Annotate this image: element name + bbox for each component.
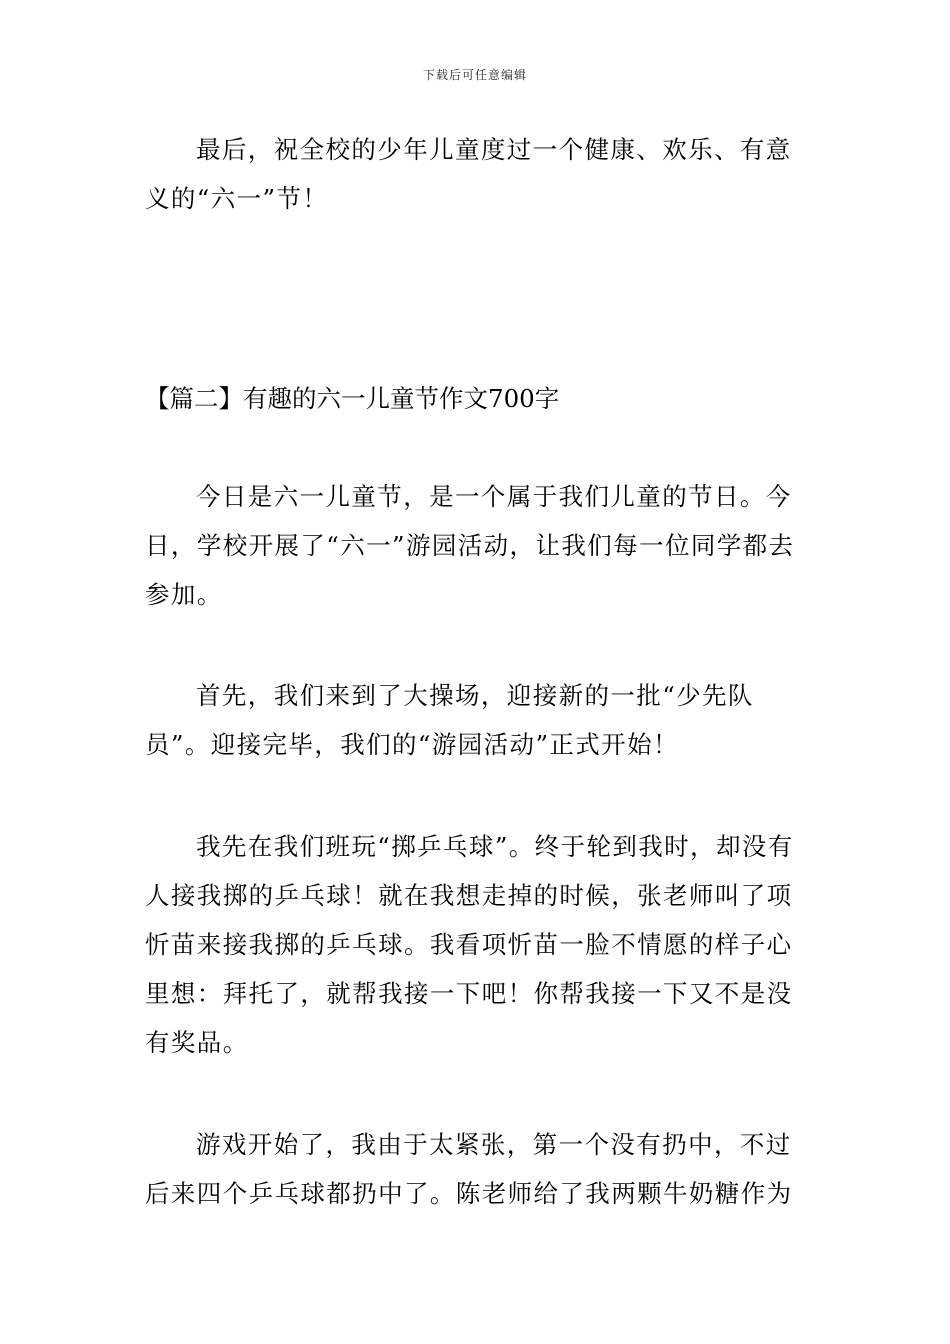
- page-header: 下载后可任意编辑: [422, 68, 527, 82]
- paragraph: 首先，我们来到了大操场，迎接新的一批“少先队员”。迎接完毕，我们的“游园活动”正式开始！: [145, 681, 754, 759]
- paragraph-closing: 最后，祝全校的少年儿童度过一个健康、欢乐、有意义的“六一”节！: [145, 135, 792, 213]
- paragraph: 今日是六一儿童节，是一个属于我们儿童的节日。今日，学校开展了“六一”游园活动，让我们每一位同学都去参加。: [145, 482, 795, 609]
- section-title: 【篇二】有趣的六一儿童节作文700字: [145, 384, 560, 413]
- paragraph: 游戏开始了，我由于太紧张，第一个没有扔中，不过后来四个乒乓球都扔中了。陈老师给了我两颗牛奶糖作为: [145, 1130, 793, 1208]
- paragraph: 我先在我们班玩“掷乒乓球”。终于轮到我时，却没有人接我掷的乒乓球！就在我想走掉的时候，张老师叫了项忻苗来接我掷的乒乓球。我看项忻苗一脸不情愿的样子心里想：拜托了，就帮我接一下吧！你帮我接一下又不是没有奖品。: [145, 832, 794, 1057]
